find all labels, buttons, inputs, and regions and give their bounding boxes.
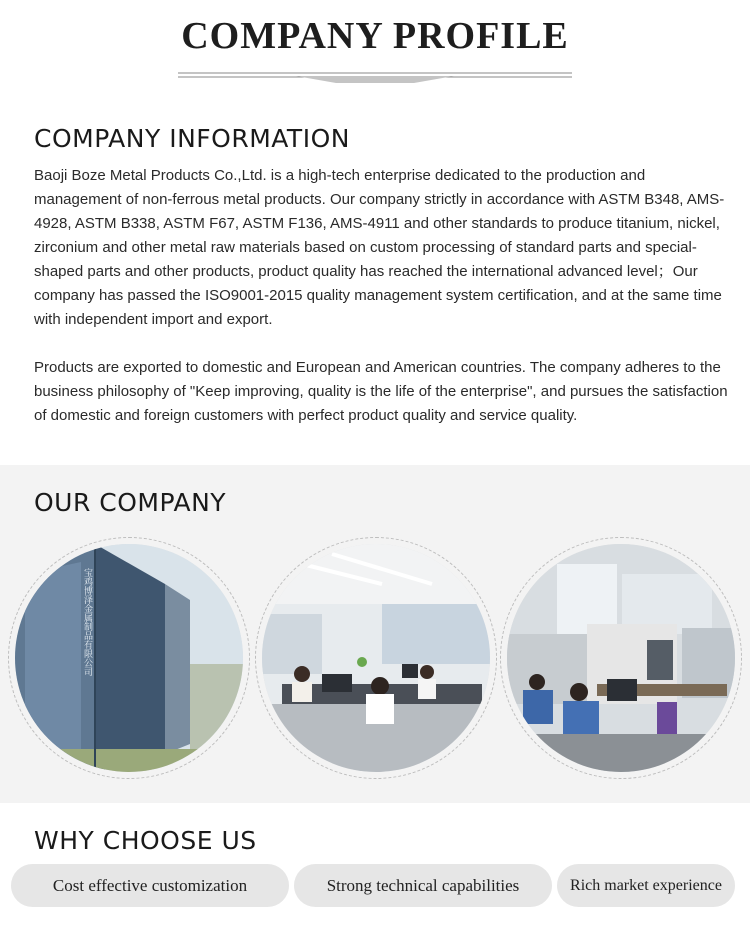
office-photo bbox=[262, 544, 490, 772]
company-information-paragraph-2: Products are exported to domestic and European and American countries. The company adheres to the business philosophy of "Keep improving, quality is the life of the enterprise", and pursues the satisfaction of domestic and foreign customers with perfect product quality and service quality. bbox=[34, 359, 728, 424]
building-sign: 宝鸡博泽金属制品有限公司 bbox=[82, 568, 92, 676]
advantage-pill-technical: Strong technical capabilities bbox=[294, 864, 552, 907]
advantage-pill-market: Rich market experience bbox=[557, 864, 735, 907]
company-information-heading: COMPANY INFORMATION bbox=[34, 124, 350, 153]
company-information-paragraph-1: Baoji Boze Metal Products Co.,Ltd. is a high-tech enterprise dedicated to the production and management of non-ferrous metal products. Our company strictly in accordance with ASTM B348, AMS-4928, ASTM B338, ASTM F67, ASTM F136, AMS-4911 and other standards to produce titanium, nickel, zirconium and other metal raw materials based on custom processing of standard parts and special-shaped parts and other products, product quality has reached the international advanced level；Our company has passed the ISO9001-2015 quality management system certification, and at the same time with independent import and export. bbox=[34, 167, 725, 328]
why-choose-us-heading: WHY CHOOSE US bbox=[34, 826, 257, 855]
workshop-photo bbox=[507, 544, 735, 772]
building-photo-frame bbox=[8, 537, 250, 779]
advantage-pill-customization: Cost effective customization bbox=[11, 864, 289, 907]
building-photo bbox=[15, 544, 243, 772]
page-title: COMPANY PROFILE bbox=[181, 15, 569, 57]
workshop-photo-frame bbox=[500, 537, 742, 779]
office-photo-frame bbox=[255, 537, 497, 779]
our-company-heading: OUR COMPANY bbox=[34, 488, 227, 517]
title-underline bbox=[178, 72, 572, 84]
